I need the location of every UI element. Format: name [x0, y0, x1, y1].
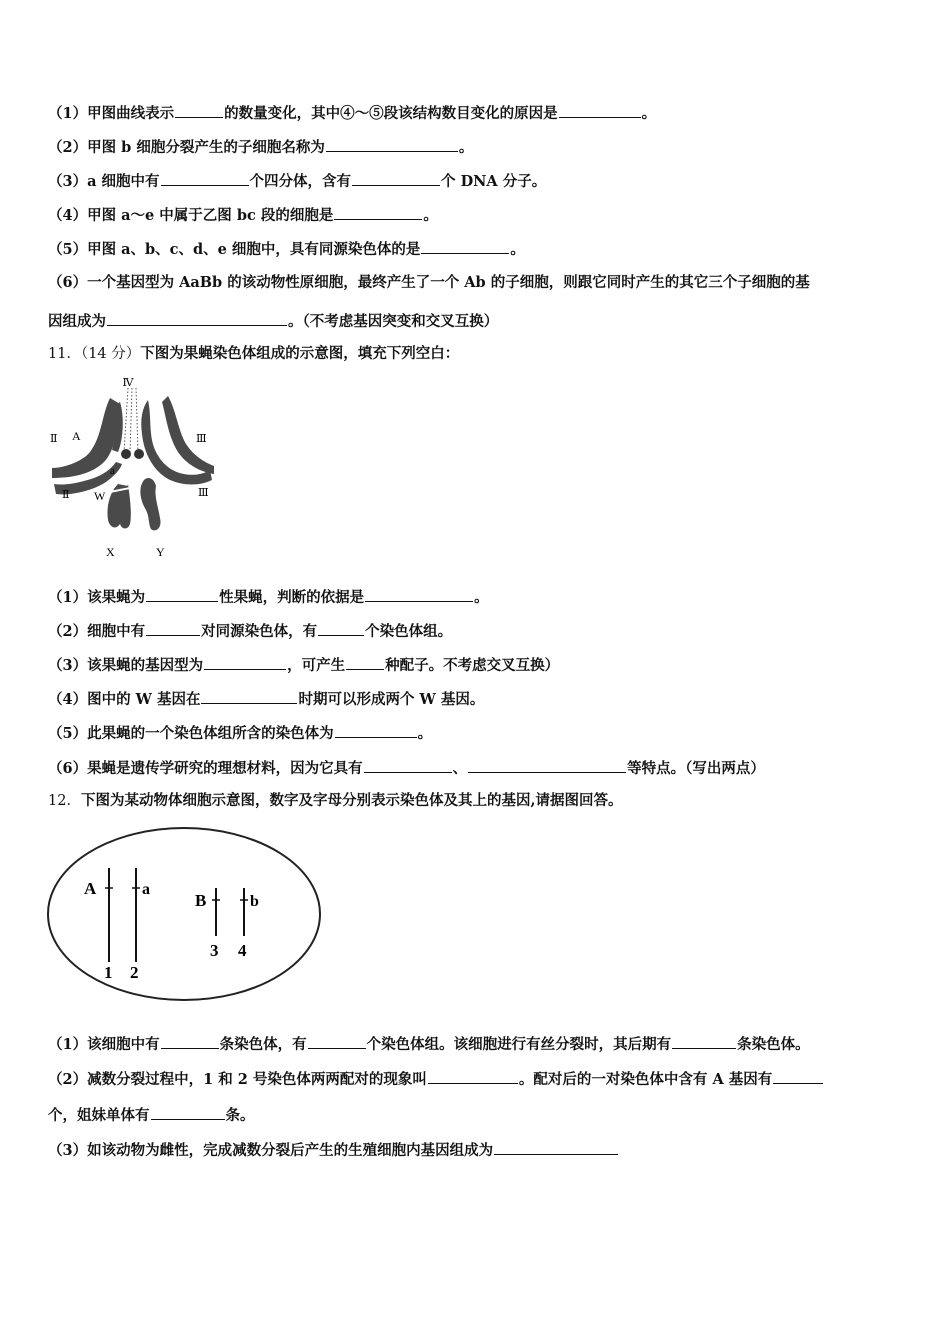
q10-3	[48, 170, 910, 192]
q12-1-text-3: 个染色体组。该细胞进行有丝分裂时，其后期有	[366, 1036, 672, 1053]
q11-5	[48, 722, 910, 744]
q10-3-text-2: 个四分体，含有	[249, 173, 352, 190]
q12-3	[48, 1139, 910, 1161]
q11-3-text: （3）该果蝇的基因型为	[48, 657, 204, 674]
q12-1-text: （1）该细胞中有	[48, 1036, 160, 1053]
label-chromosome-1: 1	[104, 963, 113, 982]
answer-blank[interactable]	[428, 1068, 518, 1084]
q10-1-text-2: 的数量变化，其中④～⑤段该结构数目变化的原因是	[224, 105, 558, 122]
q11-3	[48, 654, 910, 676]
q11-4	[48, 688, 910, 710]
answer-blank[interactable]	[161, 1033, 219, 1049]
answer-blank[interactable]	[672, 1033, 736, 1049]
q12-3-text: （3）如该动物为雌性，完成减数分裂后产生的生殖细胞内基因组成为	[48, 1142, 494, 1159]
fruit-fly-chromosome-figure	[44, 374, 224, 564]
q12-1-end: 条染色体。	[737, 1036, 810, 1053]
answer-blank[interactable]	[468, 757, 626, 773]
chromosome-iv-right	[134, 449, 144, 459]
answer-blank[interactable]	[107, 310, 287, 326]
label-chromosome-3: 3	[210, 941, 219, 960]
q11-number: 11．（14 分）	[48, 346, 141, 362]
q12-2-cont	[48, 1104, 910, 1126]
q12-1	[48, 1033, 910, 1055]
answer-blank[interactable]	[364, 757, 452, 773]
answer-blank[interactable]	[146, 620, 200, 636]
answer-blank[interactable]	[421, 238, 509, 254]
q11-1-end: 。	[474, 589, 489, 606]
answer-blank[interactable]	[318, 620, 364, 636]
label-iii-top: Ⅲ	[196, 433, 207, 445]
label-gene-b: B	[195, 891, 207, 910]
answer-blank[interactable]	[773, 1068, 823, 1084]
q10-1-text: （1）甲图曲线表示	[48, 105, 175, 122]
q12-title-text: 下图为某动物体细胞示意图，数字及字母分别表示染色体及其上的基因,请据图回答。	[80, 792, 623, 809]
answer-blank[interactable]	[335, 722, 417, 738]
label-ii-bottom: Ⅱ	[62, 489, 70, 501]
q11-3-text-2: ，可产生	[287, 657, 346, 674]
answer-blank[interactable]	[204, 654, 286, 670]
q11-title	[48, 344, 910, 364]
q12-2-end: 条。	[225, 1107, 255, 1124]
q11-5-text: （5）此果蝇的一个染色体组所含的染色体为	[48, 725, 334, 742]
chromosome-iv-dotted	[124, 388, 138, 452]
q11-6-sep: 、	[452, 760, 468, 777]
q10-1	[48, 102, 910, 124]
answer-blank[interactable]	[175, 102, 223, 118]
q11-2-end: 个染色体组。	[365, 623, 453, 640]
q11-2	[48, 620, 910, 642]
q12-number: 12．	[48, 793, 81, 809]
q12-2-text: （2）减数分裂过程中，1 和 2 号染色体两两配对的现象叫	[48, 1071, 427, 1088]
answer-blank[interactable]	[352, 170, 440, 186]
q10-6-end: 。（不考虑基因突变和交叉互换）	[288, 313, 499, 330]
cell-membrane	[48, 828, 320, 1000]
q11-4-text: （4）图中的 W 基因在	[48, 691, 201, 708]
label-gene-a-upper: A	[72, 429, 81, 443]
answer-blank[interactable]	[308, 1033, 366, 1049]
answer-blank[interactable]	[326, 136, 458, 152]
q10-2-end: 。	[458, 139, 474, 156]
answer-blank[interactable]	[559, 102, 641, 118]
q10-4-text: （4）甲图 a～e 中属于乙图 bc 段的细胞是	[48, 207, 334, 224]
answer-blank[interactable]	[494, 1139, 618, 1155]
q11-6	[48, 757, 910, 779]
cell-diagram-figure	[44, 824, 324, 1004]
q10-5	[48, 238, 910, 260]
q10-2	[48, 136, 910, 158]
q10-3-end: 个 DNA 分子。	[441, 173, 547, 190]
q10-3-text: （3）a 细胞中有	[48, 173, 160, 190]
chromosome-iv-left	[121, 449, 131, 459]
q10-2-text: （2）甲图 b 细胞分裂产生的子细胞名称为	[48, 139, 325, 156]
q11-1-text-2: 性果蝇，判断的依据是	[219, 589, 365, 606]
q10-6-text: （6）一个基因型为 AaBb 的该动物性原细胞，最终产生了一个 Ab 的子细胞，则跟它同时产生的其它三个子细胞的基	[48, 274, 810, 291]
q11-6-text: （6）果蝇是遗传学研究的理想材料，因为它具有	[48, 760, 363, 777]
q10-5-end: 。	[510, 241, 525, 258]
q10-4	[48, 204, 910, 226]
q11-2-text: （2）细胞中有	[48, 623, 146, 640]
q11-5-end: 。	[417, 725, 433, 742]
label-gene-a-lower: a	[110, 465, 115, 477]
answer-blank[interactable]	[151, 1104, 225, 1120]
answer-blank[interactable]	[146, 586, 218, 602]
q11-1-text: （1）该果蝇为	[48, 589, 146, 606]
q12-2	[48, 1068, 910, 1090]
q12-2-text-2: 。配对后的一对染色体中含有 A 基因有	[518, 1071, 773, 1088]
answer-blank[interactable]	[365, 586, 473, 602]
label-gene-b-small: b	[250, 893, 259, 910]
q10-4-end: 。	[423, 207, 438, 224]
q11-title-text: 下图为果蝇染色体组成的示意图，填充下列空白：	[140, 345, 460, 362]
label-chromosome-4: 4	[238, 941, 247, 960]
label-y: Y	[156, 545, 165, 559]
q10-6-text-2: 因组成为	[48, 313, 106, 330]
q11-1	[48, 586, 910, 608]
q11-3-end: 种配子。不考虑交叉互换）	[385, 657, 560, 674]
label-iii-bottom: Ⅲ	[198, 487, 209, 499]
q12-title	[48, 791, 910, 811]
answer-blank[interactable]	[346, 654, 384, 670]
answer-blank[interactable]	[201, 688, 297, 704]
answer-blank[interactable]	[161, 170, 249, 186]
q11-2-text-2: 对同源染色体，有	[201, 623, 318, 640]
answer-blank[interactable]	[334, 204, 422, 220]
q10-6	[48, 273, 910, 293]
label-chromosome-2: 2	[130, 963, 139, 982]
label-iv: Ⅳ	[122, 377, 134, 389]
label-gene-a-small: a	[142, 881, 150, 898]
label-x: X	[106, 545, 115, 559]
label-gene-w: W	[94, 489, 106, 503]
label-ii-top: Ⅱ	[50, 433, 58, 445]
q10-5-text: （5）甲图 a、b、c、d、e 细胞中，具有同源染色体的是	[48, 241, 421, 258]
q11-4-end: 时期可以形成两个 W 基因。	[298, 691, 485, 708]
q12-2-text-3: 个，姐妹单体有	[48, 1107, 150, 1124]
chromosome-y	[140, 478, 160, 530]
q10-6-cont	[48, 310, 910, 332]
label-gene-a: A	[84, 879, 97, 898]
q11-6-end: 等特点。（写出两点）	[627, 760, 765, 777]
q12-1-text-2: 条染色体，有	[219, 1036, 307, 1053]
q10-1-end: 。	[641, 105, 657, 122]
